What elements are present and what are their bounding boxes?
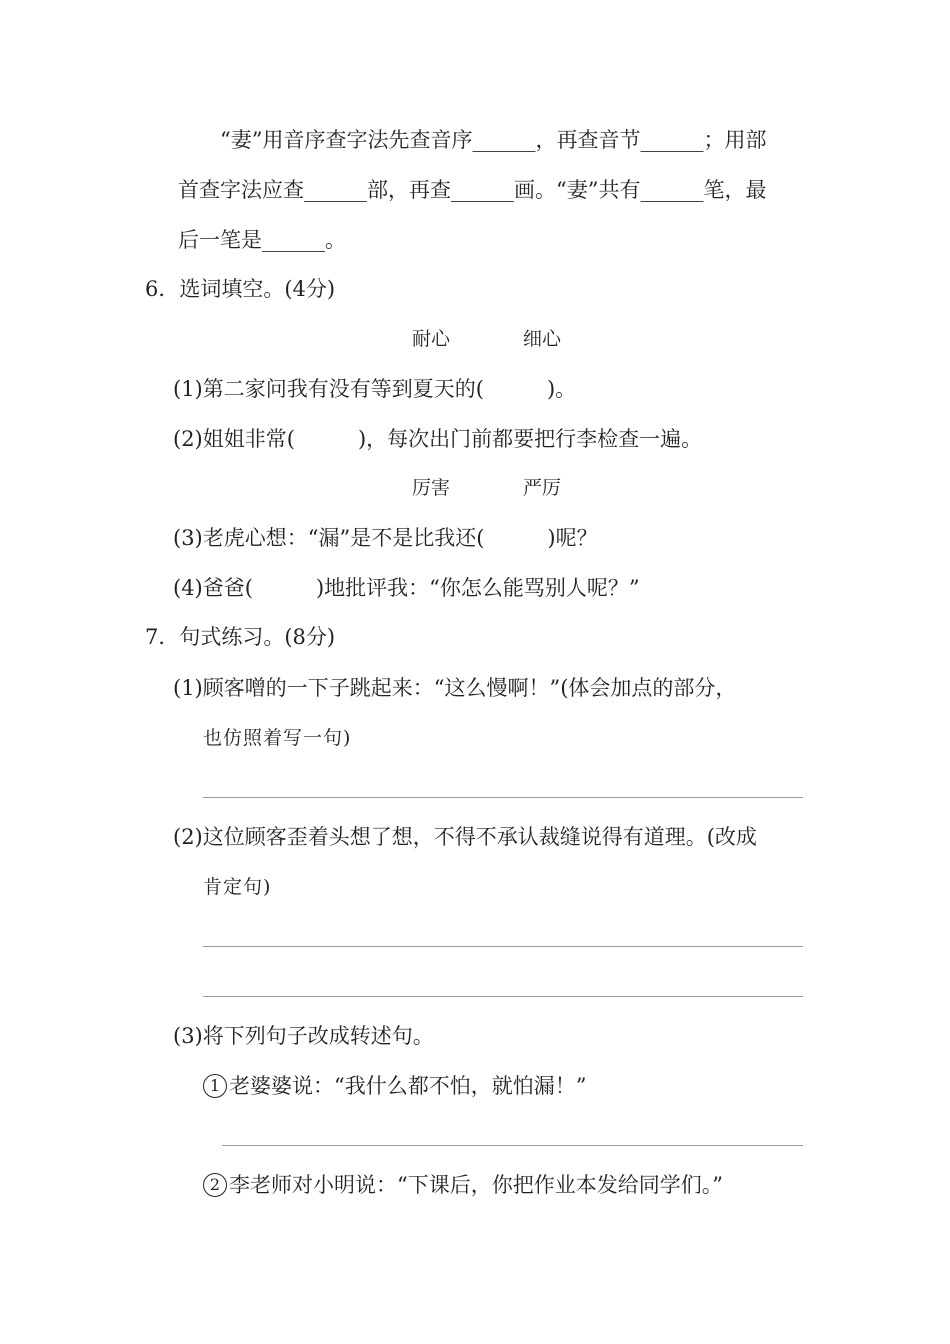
q7-item-1 (203, 1071, 586, 1101)
q5-line-2: 首查字法应查______部，再查______画。“妻”共有______笔，最 (178, 178, 767, 202)
q7-item-2-text: 李老师对小明说：“下课后，你把作业本发给同学们。” (229, 1173, 723, 1197)
q5-line-3: 后一笔是______。 (178, 228, 346, 252)
q7-part2-line-1: (2)这位顾客歪着头想了想，不得不承认裁缝说得有道理。(改成 (173, 825, 757, 849)
q7-part1-line-2: 也仿照着写一句) (203, 727, 352, 749)
circled-number-2: 2 (203, 1173, 227, 1197)
q6-title: 6．选词填空。(4分) (145, 277, 336, 301)
q6-sentence-2: (2)姐姐非常( )，每次出门前都要把行李检查一遍。 (173, 427, 703, 451)
q7-part3-title: (3)将下列句子改成转述句。 (173, 1024, 434, 1048)
q7-title: 7．句式练习。(8分) (145, 625, 336, 649)
q6-word-option-2: 细心 (523, 328, 562, 350)
answer-line-4[interactable] (222, 1145, 803, 1146)
q6-word-option-3: 厉害 (412, 477, 451, 499)
answer-line-1[interactable] (203, 797, 803, 798)
q6-sentence-1: (1)第二家问我有没有等到夏天的( )。 (173, 377, 577, 401)
q6-word-option-1: 耐心 (412, 328, 451, 350)
q6-sentence-3: (3)老虎心想：“漏”是不是比我还( )呢？ (173, 526, 598, 550)
q5-line-1: “妻”用音序查字法先查音序______，再查音节______；用部 (220, 128, 767, 152)
q7-item-2 (203, 1170, 723, 1200)
q7-part2-line-2: 肯定句) (203, 876, 272, 898)
q6-sentence-4: (4)爸爸( )地批评我：“你怎么能骂别人呢？” (173, 576, 640, 600)
q7-part1-line-1: (1)顾客噌的一下子跳起来：“这么慢啊！”(体会加点的部分， (173, 676, 737, 700)
answer-line-2[interactable] (203, 946, 803, 947)
q6-word-option-4: 严厉 (523, 477, 562, 499)
answer-line-3[interactable] (203, 996, 803, 997)
circled-number-1: 1 (203, 1074, 227, 1098)
q7-item-1-text: 老婆婆说：“我什么都不怕，就怕漏！” (229, 1074, 587, 1098)
